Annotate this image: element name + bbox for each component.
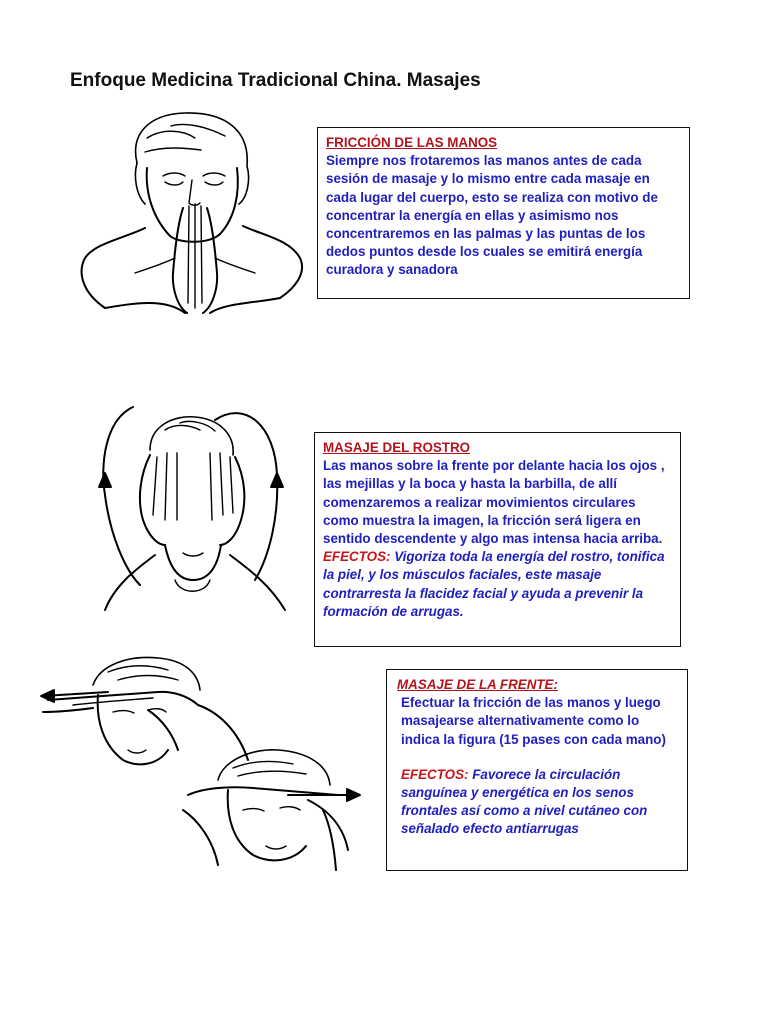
forehead-massage-effects-text: Favorece la circulación sanguínea y energética en los senos frontales así como a nivel cutáneo con señalado efecto antiarrugas — [401, 766, 648, 837]
forehead-massage-illustration — [38, 650, 363, 890]
face-massage-box — [314, 432, 681, 647]
hands-friction-box — [317, 127, 690, 299]
page-title: Enfoque Medicina Tradicional China. Masajes — [70, 70, 481, 91]
forehead-massage-box — [386, 669, 688, 871]
face-massage-effects-label: EFECTOS: — [323, 549, 391, 565]
face-massage-effects-text: Vigoriza toda la energía del rostro, tonifica la piel, y los músculos faciales, este masaje contrarresta la flacidez facial y ayuda a prevenir la formación de arrugas. — [323, 549, 665, 619]
forehead-massage-text: Efectuar la fricción de las manos y luego masajearse alternativamente como lo indica la figura (15 pases con cada mano) — [401, 695, 666, 747]
hands-friction-heading: FRICCIÓN DE LAS MANOS — [326, 135, 498, 150]
forehead-massage-effects — [397, 766, 679, 839]
hands-friction-text: Siempre nos frotaremos las manos antes de cada sesión de masaje y lo mismo entre cada masaje en cada lugar del cuerpo, esto se realiza con motivo de concentrar la energía en ellas y asimismo nos concentraremos en las palmas y las puntas de los dedos puntos desde los cuales se emitirá energía curadora y sanadora — [326, 153, 658, 278]
forehead-massage-heading: MASAJE DE LA FRENTE: — [397, 677, 558, 692]
face-massage-heading: MASAJE DEL ROSTRO — [323, 440, 471, 455]
face-massage-text: Las manos sobre la frente por delante hacia los ojos , las mejillas y la boca y hasta la barbilla, de allí comenzaremos a realizar movimientos circulares como muestra la imagen, la fricción será ligera en sentido descendente y algo mas intensa hacia arriba. — [323, 458, 665, 547]
forehead-massage-effects-label: EFECTOS: — [401, 766, 469, 782]
face-massage-illustration — [95, 395, 295, 625]
face-massage-effects — [323, 548, 672, 621]
hands-rubbing-illustration — [75, 108, 310, 323]
